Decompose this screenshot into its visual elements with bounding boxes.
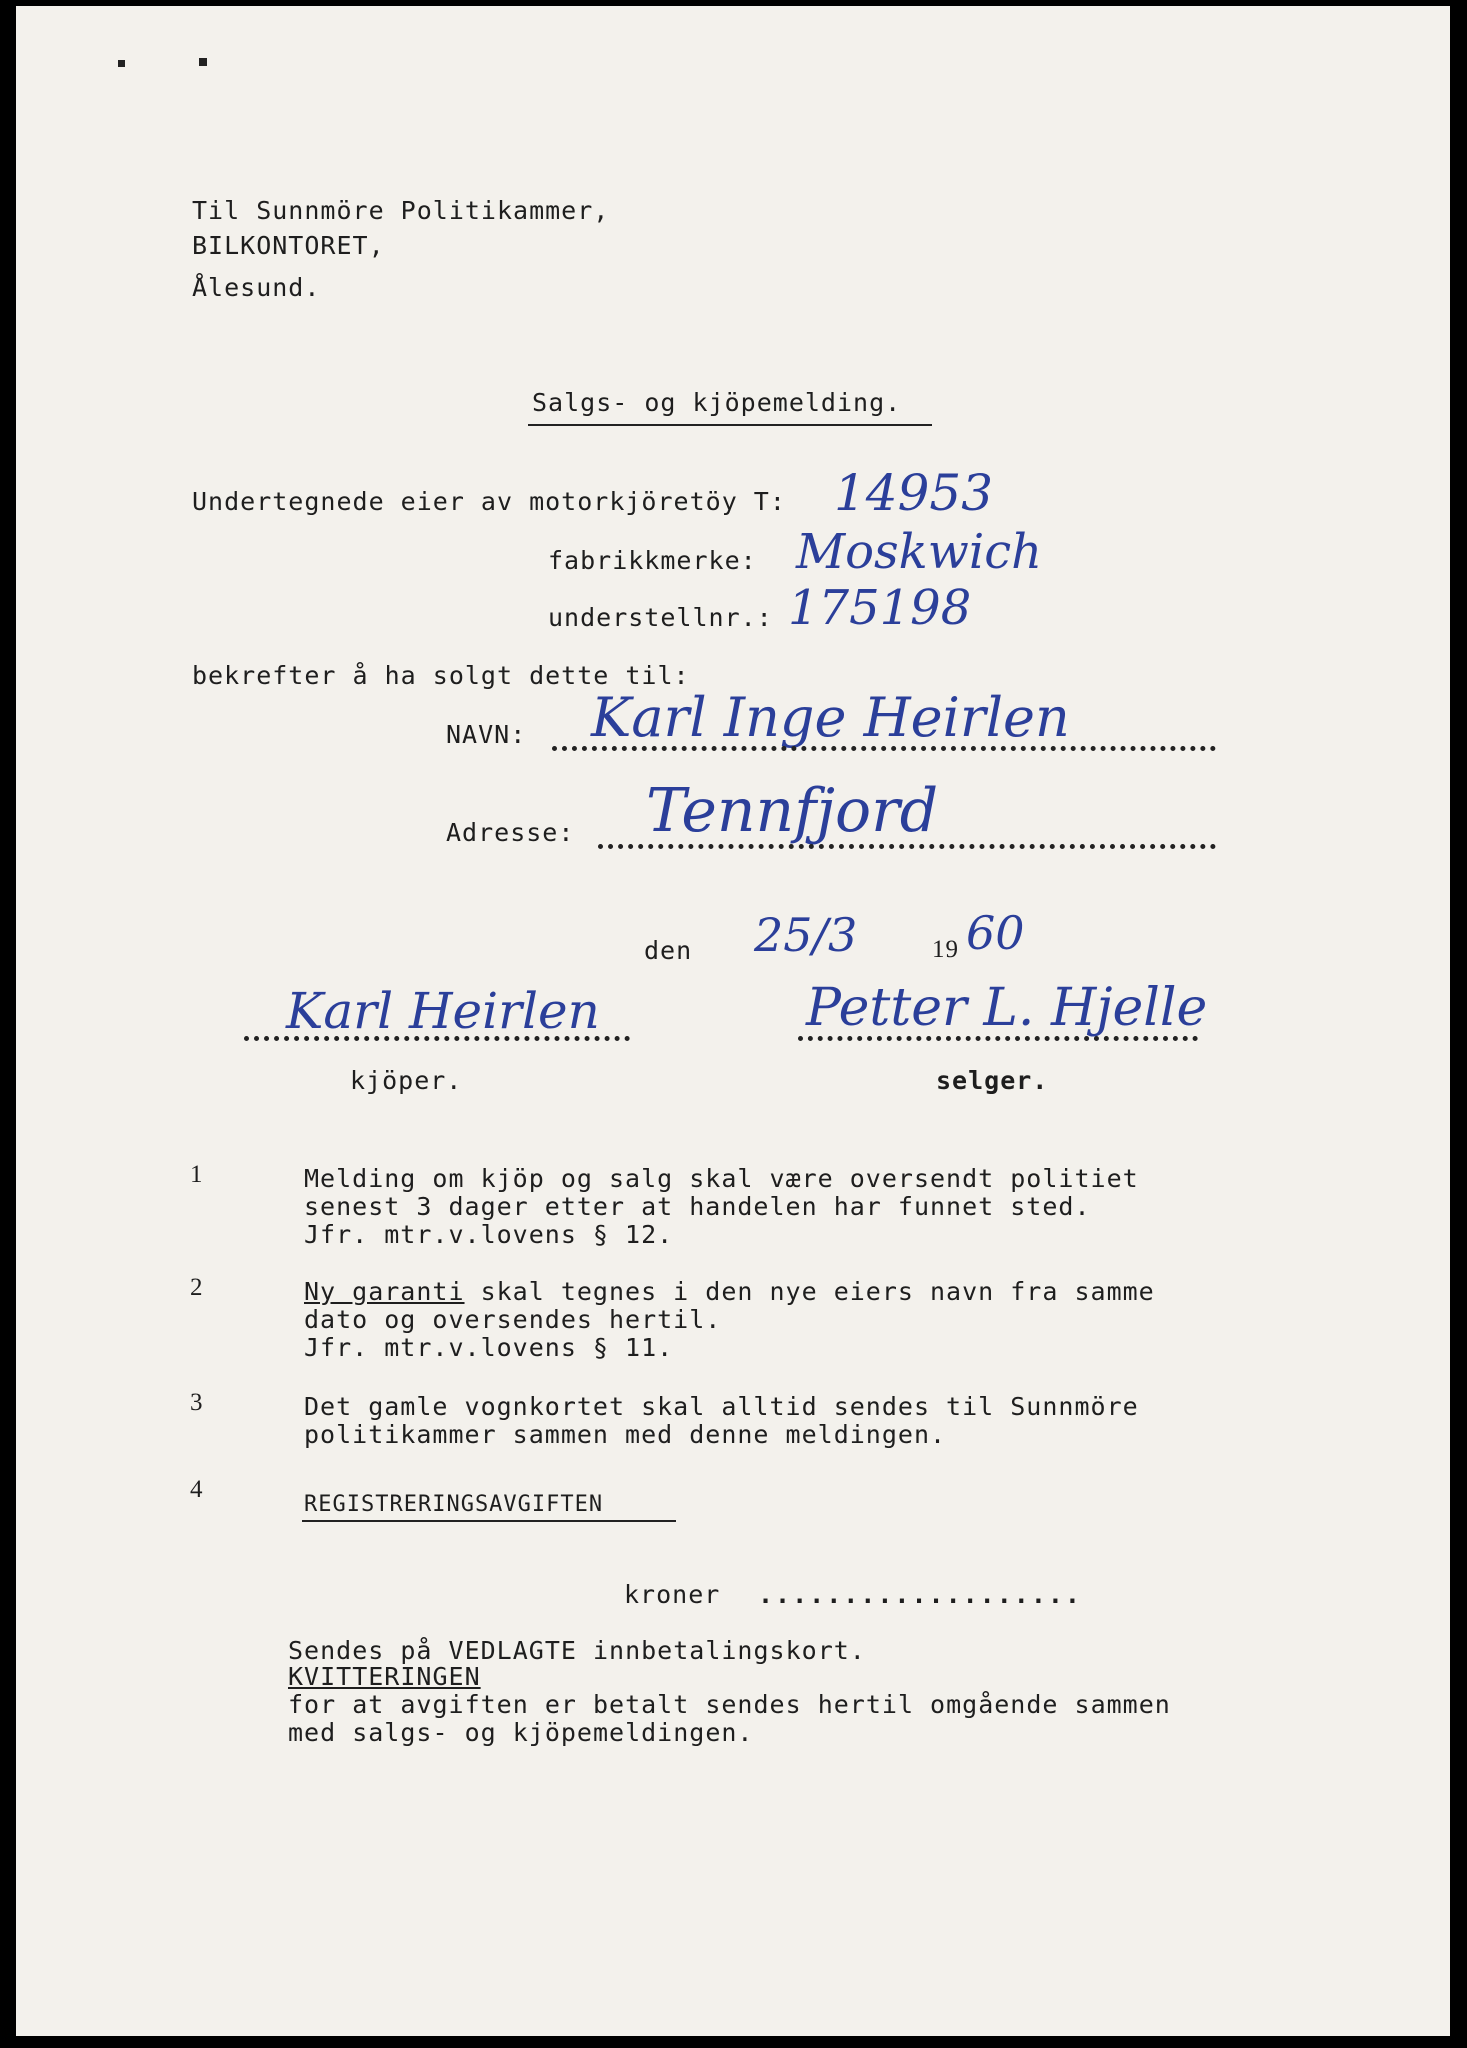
address-line-2: BILKONTORET,: [192, 231, 385, 260]
buyer-name: Karl Inge Heirlen: [591, 686, 1070, 749]
buyer-signature-dotted-line: [244, 1036, 630, 1041]
title-underline: [528, 424, 932, 426]
item-3-line-1: Det gamle vognkortet skal alltid sendes til Sunnmöre: [304, 1392, 1139, 1421]
seller-signature-label: selger.: [936, 1066, 1049, 1095]
item-number: 2: [190, 1274, 203, 1301]
item-2-line-3: Jfr. mtr.v.lovens § 11.: [304, 1333, 674, 1362]
item-1-line-2: senest 3 dager etter at handelen har funnet sted.: [304, 1192, 1091, 1221]
corner-mark: [199, 58, 207, 66]
buyer-address-dotted-line: [598, 844, 1216, 849]
footer-line-2: KVITTERINGEN: [288, 1662, 481, 1691]
address-line-1: Til Sunnmöre Politikammer,: [192, 196, 610, 225]
page-title: Salgs- og kjöpemelding.: [532, 388, 902, 417]
item-2-line-2: dato og oversendes hertil.: [304, 1305, 722, 1334]
date-year-prefix: 19: [932, 936, 959, 963]
item-1-line-1: Melding om kjöp og salg skal være oversendt politiet: [304, 1164, 1139, 1193]
footer-line-1: Sendes på VEDLAGTE innbetalingskort.: [288, 1636, 866, 1665]
item-2-line-1: [304, 1277, 1155, 1306]
owner-label: Undertegnede eier av motorkjöretöy T:: [192, 487, 786, 516]
reg-number: 14953: [834, 464, 994, 522]
chassis-label: understellnr.:: [548, 603, 773, 632]
buyer-address: Tennfjord: [646, 776, 939, 846]
form-page: [16, 6, 1450, 2036]
registration-fee-underline: [302, 1520, 676, 1522]
kroner-amount-dots: ...................: [758, 1580, 1082, 1609]
item-number: 4: [190, 1476, 203, 1503]
buyer-name-dotted-line: [552, 746, 1216, 751]
footer-line-3: for at avgiften er betalt sendes hertil omgående sammen: [288, 1690, 1171, 1719]
date-label: den: [644, 936, 693, 965]
chassis-number: 175198: [788, 580, 972, 636]
buyer-address-label: Adresse:: [446, 818, 575, 847]
vehicle-make: Moskwich: [796, 524, 1042, 580]
date-day-month: 25/3: [754, 908, 858, 962]
item-2-line-1-rest: skal tegnes i den nye eiers navn fra samme: [464, 1277, 1155, 1306]
make-label: fabrikkmerke:: [548, 546, 757, 575]
date-year-suffix: 60: [966, 906, 1025, 960]
new-guarantee-underlined: Ny garanti: [304, 1277, 465, 1306]
footer-line-4: med salgs- og kjöpemeldingen.: [288, 1718, 754, 1747]
seller-signature: Petter L. Hjelle: [806, 978, 1208, 1038]
buyer-signature-label: kjöper.: [350, 1066, 463, 1095]
buyer-name-label: NAVN:: [446, 720, 527, 749]
seller-signature-dotted-line: [798, 1036, 1198, 1041]
item-3-line-2: politikammer sammen med denne meldingen.: [304, 1420, 947, 1449]
item-1-line-3: Jfr. mtr.v.lovens § 12.: [304, 1220, 674, 1249]
sold-to-label: bekrefter å ha solgt dette til:: [192, 661, 690, 690]
address-line-3: Ålesund.: [192, 273, 321, 302]
corner-mark: [118, 60, 125, 67]
item-number: 1: [190, 1161, 203, 1188]
buyer-signature: Karl Heirlen: [286, 982, 600, 1040]
item-number: 3: [190, 1389, 203, 1416]
registration-fee-heading: REGISTRERINGSAVGIFTEN: [304, 1492, 604, 1517]
kroner-label: kroner: [624, 1580, 721, 1609]
